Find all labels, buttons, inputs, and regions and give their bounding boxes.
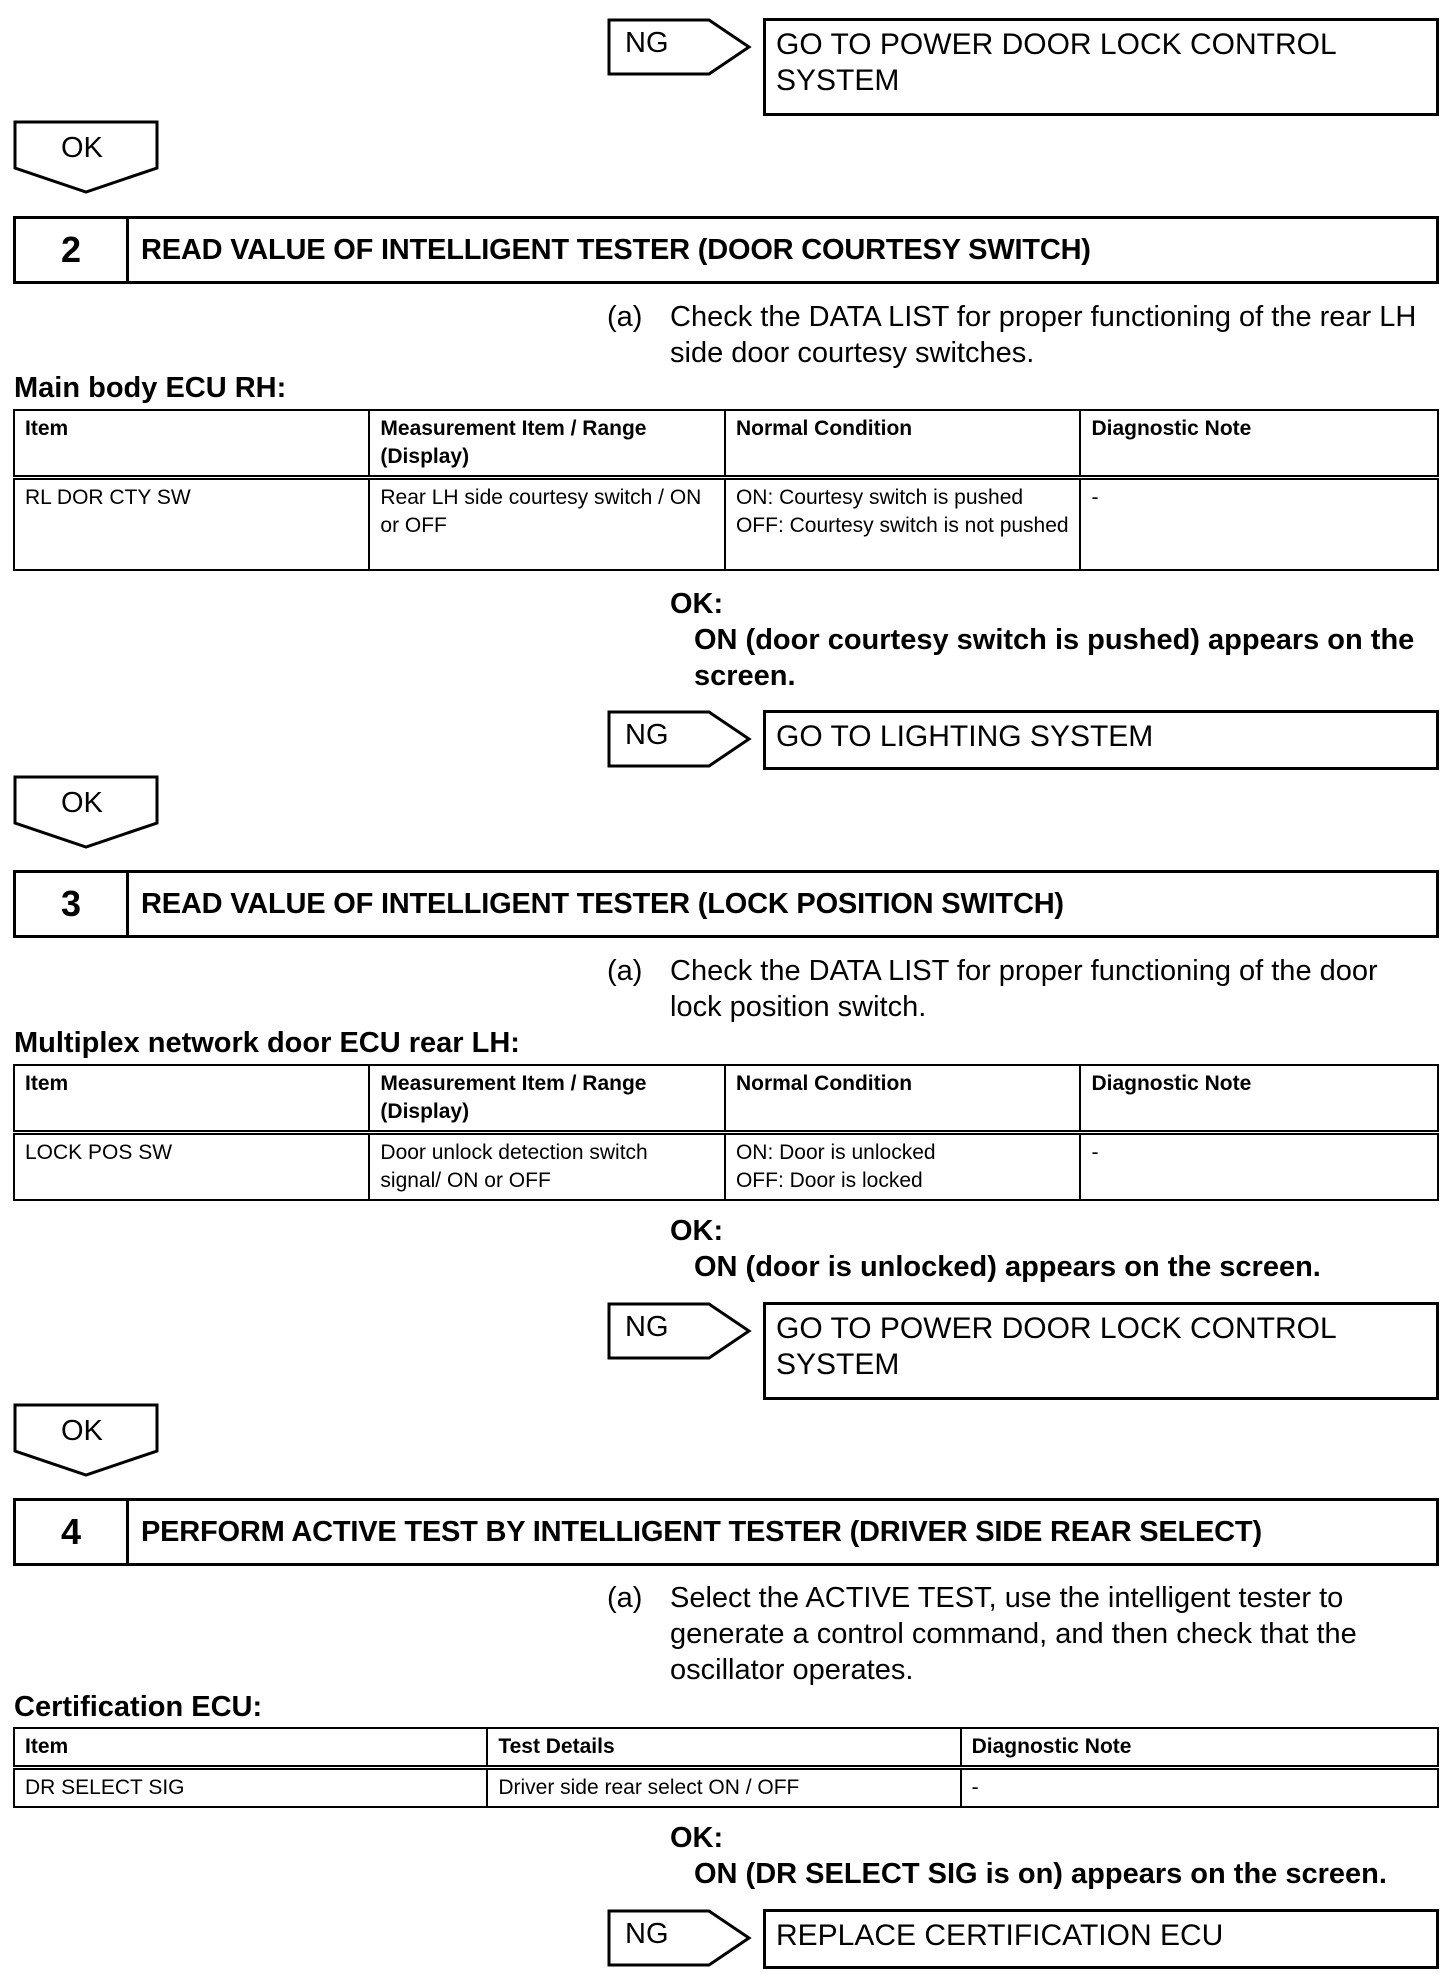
- normal-on: ON: Courtesy switch is pushed: [735, 486, 1024, 509]
- ng-target-box: GO TO POWER DOOR LOCK CONTROL SYSTEM: [763, 1302, 1439, 1400]
- step-2-header: [13, 216, 1439, 284]
- ng-label: NG: [625, 1918, 669, 1950]
- ng-label: NG: [625, 27, 669, 59]
- col-header: Diagnostic Note: [961, 1728, 1438, 1768]
- ng-arrow: [607, 1909, 753, 1969]
- step-number: 2: [16, 219, 129, 281]
- ok-text: ON (door courtesy switch is pushed) appears on the screen.: [694, 624, 1415, 692]
- cell-details: Driver side rear select ON / OFF: [487, 1768, 960, 1808]
- instruction-text: Check the DATA LIST for proper functioning of the rear LH side door courtesy switches.: [670, 301, 1417, 369]
- step-3-header: [13, 870, 1439, 938]
- ok-arrow: [13, 1403, 159, 1478]
- cell-note: -: [1080, 478, 1438, 570]
- instruction-label: (a): [607, 301, 643, 333]
- cell-normal: [725, 478, 1081, 570]
- ok-result: [670, 586, 1420, 694]
- ok-text: ON (door is unlocked) appears on the screen.: [694, 1251, 1321, 1283]
- col-header: Normal Condition: [725, 410, 1081, 478]
- col-header: Measurement Item / Range (Display): [369, 410, 725, 478]
- table-caption: Certification ECU:: [14, 1691, 263, 1723]
- data-list-table: [13, 409, 1439, 571]
- cell-normal: [725, 1133, 1080, 1201]
- table-caption: Main body ECU RH:: [14, 372, 287, 404]
- step-4-instruction: [607, 1580, 1437, 1690]
- col-header: Item: [14, 1728, 487, 1768]
- ok-label: OK: [61, 132, 103, 164]
- ok-heading: OK:: [670, 588, 724, 620]
- cell-note: -: [1080, 1133, 1438, 1201]
- cell-item: DR SELECT SIG: [14, 1768, 487, 1808]
- col-header: Measurement Item / Range (Display): [369, 1065, 725, 1133]
- table-row: [14, 1133, 1438, 1201]
- instruction-text: Select the ACTIVE TEST, use the intelligent tester to generate a control command, and then check that the oscillator operates.: [670, 1582, 1357, 1686]
- active-test-table: [13, 1727, 1439, 1808]
- ng-label: NG: [625, 719, 669, 751]
- step-4-header: [13, 1498, 1439, 1566]
- step-title: READ VALUE OF INTELLIGENT TESTER (DOOR COURTESY SWITCH): [141, 233, 1091, 266]
- col-header: Test Details: [487, 1728, 960, 1768]
- table-caption: Multiplex network door ECU rear LH:: [14, 1027, 520, 1059]
- table-row: [14, 1768, 1438, 1808]
- ok-text: ON (DR SELECT SIG is on) appears on the screen.: [694, 1858, 1387, 1890]
- step-title: PERFORM ACTIVE TEST BY INTELLIGENT TESTER (DRIVER SIDE REAR SELECT): [141, 1515, 1262, 1548]
- step-number: 4: [16, 1501, 129, 1563]
- col-header: Diagnostic Note: [1080, 1065, 1438, 1133]
- ng-arrow: [607, 18, 753, 78]
- ng-target-box: REPLACE CERTIFICATION ECU: [763, 1909, 1439, 1969]
- step-number: 3: [16, 873, 129, 935]
- normal-on: ON: Door is unlocked: [735, 1141, 936, 1164]
- ng-arrow: [607, 710, 753, 770]
- ok-heading: OK:: [670, 1215, 724, 1247]
- instruction-text: Check the DATA LIST for proper functioning of the door lock position switch.: [670, 955, 1378, 1023]
- ok-heading: OK:: [670, 1822, 724, 1854]
- table-row: [14, 478, 1438, 570]
- step-title: READ VALUE OF INTELLIGENT TESTER (LOCK POSITION SWITCH): [141, 887, 1064, 920]
- cell-note: -: [961, 1768, 1438, 1808]
- col-header: Item: [14, 1065, 369, 1133]
- ng-target-box: GO TO LIGHTING SYSTEM: [763, 710, 1439, 770]
- ng-arrow: [607, 1302, 753, 1362]
- step-3-instruction: [607, 953, 1437, 1029]
- ok-label: OK: [61, 787, 103, 819]
- ok-arrow: [13, 775, 159, 850]
- ok-label: OK: [61, 1415, 103, 1447]
- instruction-label: (a): [607, 955, 643, 987]
- cell-item: RL DOR CTY SW: [14, 478, 369, 570]
- instruction-label: (a): [607, 1582, 643, 1614]
- col-header: Diagnostic Note: [1080, 410, 1438, 478]
- cell-range: Rear LH side courtesy switch / ON or OFF: [369, 478, 725, 570]
- step-2-instruction: [607, 299, 1437, 375]
- ng-label: NG: [625, 1311, 669, 1343]
- data-list-table: [13, 1064, 1439, 1201]
- cell-range: Door unlock detection switch signal/ ON or OFF: [369, 1133, 725, 1201]
- cell-item: LOCK POS SW: [14, 1133, 369, 1201]
- normal-off: OFF: Courtesy switch is not pushed: [735, 514, 1069, 537]
- col-header: Normal Condition: [725, 1065, 1080, 1133]
- ng-target-box: GO TO POWER DOOR LOCK CONTROL SYSTEM: [763, 18, 1439, 116]
- ok-arrow: [13, 120, 159, 195]
- ok-result: [670, 1213, 1430, 1285]
- ok-result: [670, 1820, 1450, 1892]
- normal-off: OFF: Door is locked: [735, 1169, 923, 1192]
- col-header: Item: [14, 410, 369, 478]
